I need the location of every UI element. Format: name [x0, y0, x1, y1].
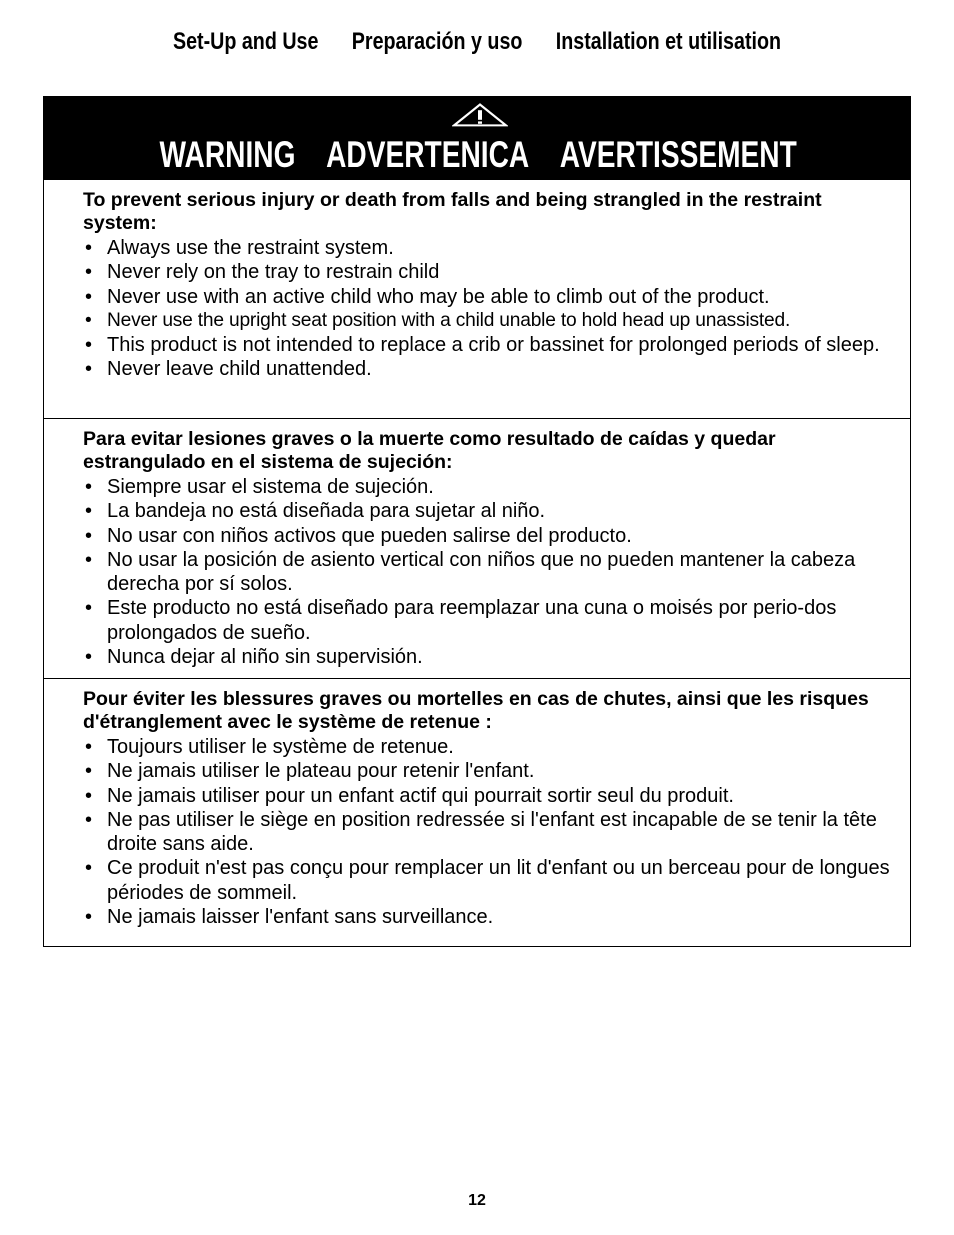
warning-word-english: WARNING: [159, 134, 296, 175]
warning-word-french: AVERTISSEMENT: [559, 134, 797, 175]
warning-triangle-icon: [452, 103, 508, 127]
warning-title: [148, 133, 806, 177]
list-item: • Ne jamais utiliser le plateau pour retenir l'enfant.: [83, 759, 890, 783]
list-item: • Never leave child unattended.: [83, 357, 890, 381]
warning-section-spanish: [44, 419, 910, 679]
header-title-french: Installation et utilisation: [555, 28, 782, 55]
list-item: • No usar la posición de asiento vertical con niños que no pueden mantener la cabeza derecha por sí solos.: [83, 548, 890, 597]
list-item: • Always use the restraint system.: [83, 236, 890, 260]
list-item: • Never rely on the tray to restrain child: [83, 260, 890, 284]
list-item: • La bandeja no está diseñada para sujetar al niño.: [83, 499, 890, 523]
warning-word-spanish: ADVERTENICA: [326, 134, 530, 175]
bullet-list: [83, 475, 890, 669]
header-title-spanish: Preparación y uso: [351, 28, 523, 55]
list-item: • Never use the upright seat position with a child unable to hold head up unassisted.: [83, 309, 890, 333]
list-item: • Toujours utiliser le système de retenue.: [83, 735, 890, 759]
list-item: • This product is not intended to replace a crib or bassinet for prolonged periods of sleep.: [83, 333, 890, 357]
bullet-list: [83, 735, 890, 929]
list-item: • Ne jamais utiliser pour un enfant actif qui pourrait sortir seul du produit.: [83, 784, 890, 808]
section-intro: Para evitar lesiones graves o la muerte como resultado de caídas y quedar estrangulado en el sistema de sujeción:: [83, 428, 776, 473]
list-item: • Never use with an active child who may be able to climb out of the product.: [83, 285, 890, 309]
page-header: [86, 28, 868, 56]
warning-banner: [44, 97, 910, 180]
list-item: • Ne jamais laisser l'enfant sans surveillance.: [83, 905, 890, 929]
section-intro: To prevent serious injury or death from falls and being strangled in the restraint system:: [83, 189, 822, 234]
list-item: • Ce produit n'est pas conçu pour remplacer un lit d'enfant ou un berceau pour de longues périodes de sommeil.: [83, 856, 890, 905]
page-number: 12: [468, 1192, 486, 1209]
section-intro: Pour éviter les blessures graves ou mortelles en cas de chutes, ainsi que les risques d'étranglement avec le système de retenue :: [83, 688, 869, 733]
warning-section-french: [44, 679, 910, 946]
list-item: • Nunca dejar al niño sin supervisión.: [83, 645, 890, 669]
bullet-list: [83, 236, 890, 382]
list-item: • Ne pas utiliser le siège en position redressée si l'enfant est incapable de se tenir la tête droite sans aide.: [83, 808, 890, 857]
warning-box: [43, 96, 911, 947]
warning-section-english: [44, 180, 910, 419]
list-item: • Siempre usar el sistema de sujeción.: [83, 475, 890, 499]
header-title-english: Set-Up and Use: [172, 28, 319, 55]
list-item: • No usar con niños activos que pueden salirse del producto.: [83, 524, 890, 548]
list-item: • Este producto no está diseñado para reemplazar una cuna o moisés por perio-dos prolongados de sueño.: [83, 596, 890, 645]
